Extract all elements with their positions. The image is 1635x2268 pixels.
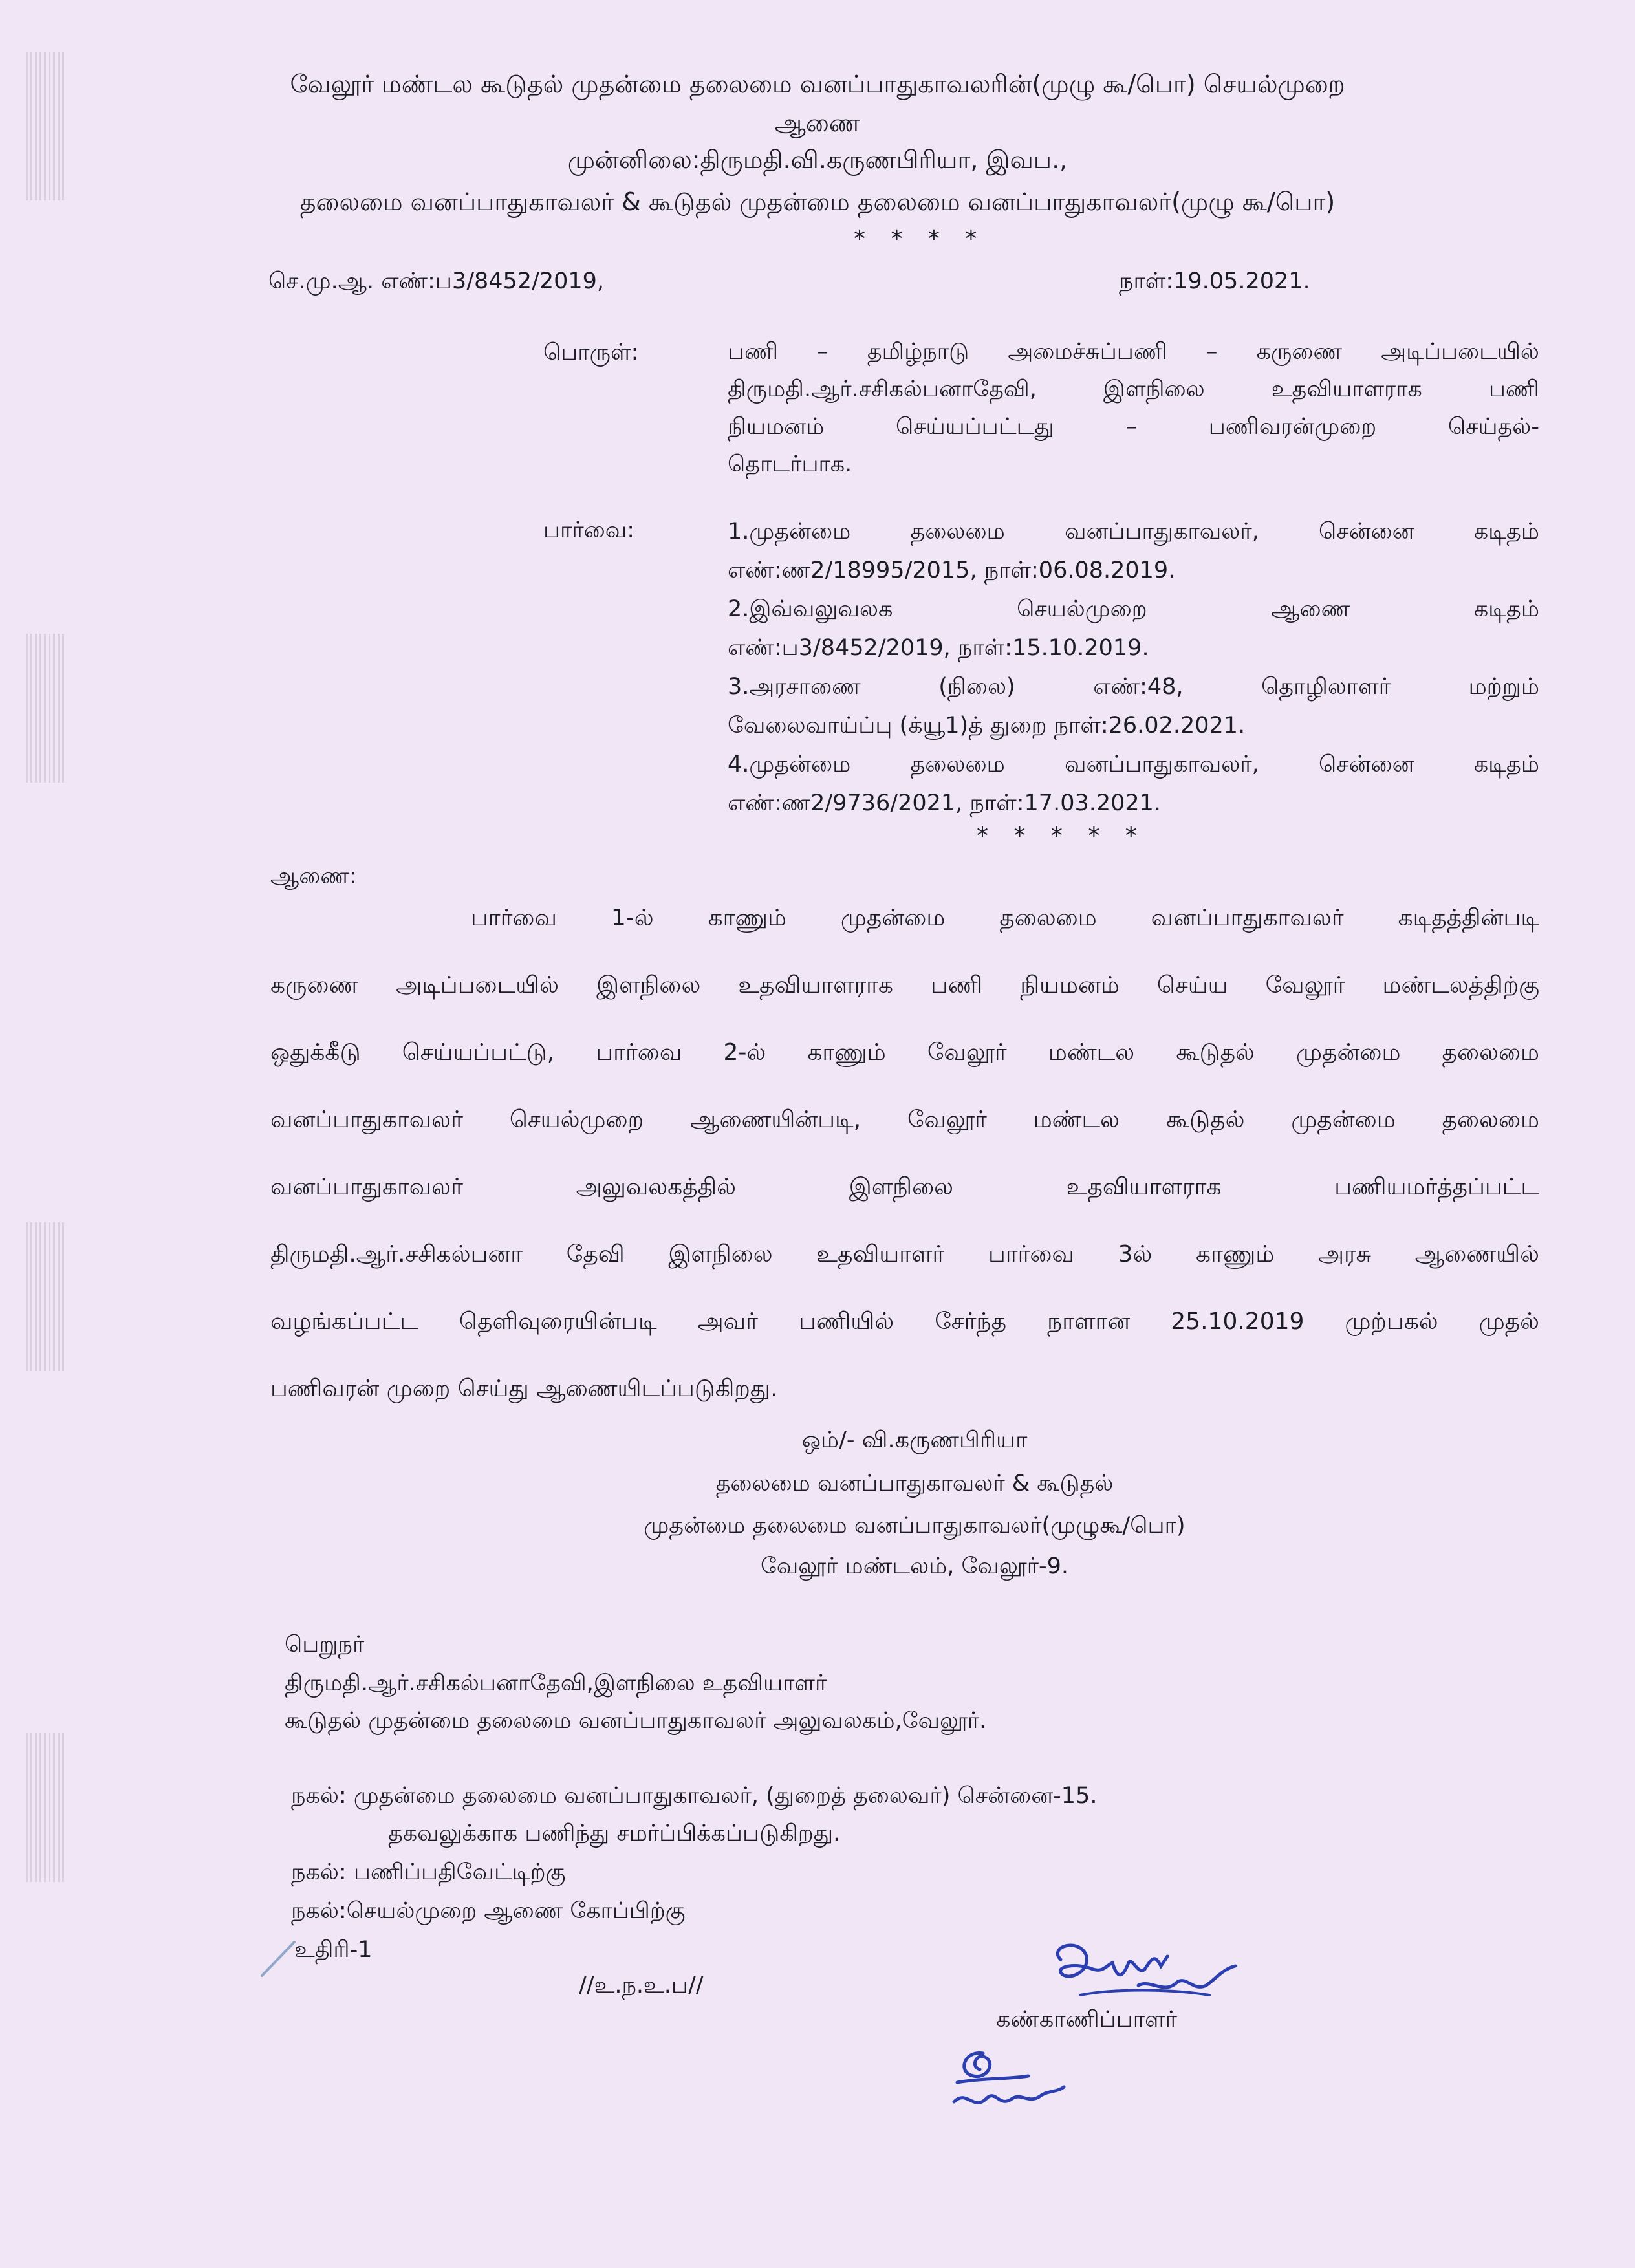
- subject-block: [728, 333, 1539, 483]
- order-line: வழங்கப்பட்ட தெளிவுரையின்படி அவர் பணியில் சேர்ந்த நாளான 25.10.2019 முற்பகல் முதல்: [270, 1308, 1539, 1335]
- order-line: திருமதி.ஆர்.சசிகல்பனா தேவி இளநிலை உதவியாளர் பார்வை 3ல் காணும் அரசு ஆணையில்: [270, 1241, 1539, 1268]
- header-line-1: வேலூர் மண்டல கூடுதல் முதன்மை தலைமை வனப்பாதுகாவலரின்(முழு கூ/பொ) செயல்முறை: [290, 70, 1345, 98]
- references-stars: * * * * *: [977, 823, 1146, 849]
- order-label: ஆணை:: [270, 863, 357, 889]
- reference-line: 2.இவ்வலுவலக செயல்முறை ஆணை கடிதம்: [728, 596, 1539, 622]
- order-line: பார்வை 1-ல் காணும் முதன்மை தலைமை வனப்பாதுகாவலர் கடிதத்தின்படி: [471, 905, 1539, 931]
- header-line-4: தலைமை வனப்பாதுகாவலர் & கூடுதல் முதன்மை தலைமை வனப்பாதுகாவலர்(முழு கூ/பொ): [299, 188, 1336, 216]
- scan-edge-mark: [26, 1733, 65, 1882]
- handwritten-initials: [944, 2040, 1099, 2124]
- order-line: வனப்பாதுகாவலர் செயல்முறை ஆணையின்படி, வேலூர் மண்டல கூடுதல் முதன்மை தலைமை: [270, 1107, 1540, 1133]
- reference-line: எண்:ண2/9736/2021, நாள்:17.03.2021.: [728, 790, 1162, 816]
- signature-title-2: முதன்மை தலைமை வனப்பாதுகாவலர்(முழுகூ/பொ): [644, 1513, 1186, 1539]
- reference-line: 1.முதன்மை தலைமை வனப்பாதுகாவலர், சென்னை கடிதம்: [728, 519, 1539, 545]
- copy-line: நகல்: பணிப்பதிவேட்டிற்கு: [291, 1859, 566, 1885]
- handwritten-signature: [1041, 1934, 1255, 2011]
- order-body: [270, 885, 1539, 1423]
- order-line: பணிவரன் முறை செய்து ஆணையிடப்படுகிறது.: [270, 1376, 778, 1402]
- reference-line: எண்:ப3/8452/2019, நாள்:15.10.2019.: [728, 635, 1149, 661]
- reference-number: செ.மு.ஆ. எண்:ப3/8452/2019,: [268, 268, 605, 294]
- copy-line: நகல்:செயல்முறை ஆணை கோப்பிற்கு: [291, 1898, 686, 1924]
- signature-title-1: தலைமை வனப்பாதுகாவலர் & கூடுதல்: [715, 1471, 1114, 1496]
- copy-line-cont: தகவலுக்காக பணிந்து சமர்ப்பிக்கப்படுகிறது.: [388, 1820, 841, 1846]
- recipient-label: பெறுநர்: [285, 1632, 365, 1658]
- signature-office: வேலூர் மண்டலம், வேலூர்-9.: [760, 1553, 1069, 1579]
- subject-line: நியமனம் செய்யப்பட்டது – பணிவரன்முறை செய்தல்-: [728, 414, 1539, 440]
- reference-line: 3.அரசாணை (நிலை) எண்:48, தொழிலாளர் மற்றும்: [728, 674, 1539, 700]
- references-label: பார்வை:: [543, 517, 635, 543]
- signature-name: ஒம்/- வி.கருணபிரியா: [801, 1427, 1028, 1453]
- spare-copy: உதிரி-1: [294, 1937, 373, 1963]
- references-block: [728, 512, 1539, 823]
- recipient-line: கூடுதல் முதன்மை தலைமை வனப்பாதுகாவலர் அலுவலகம்,வேலூர்.: [285, 1708, 987, 1734]
- recipient-line: திருமதி.ஆர்.சசிகல்பனாதேவி,இளநிலை உதவியாளர்: [285, 1670, 827, 1696]
- office-code: //உ.ந.உ.ப//: [579, 1972, 704, 1998]
- subject-line: பணி – தமிழ்நாடு அமைச்சுப்பணி – கருணை அடிப்படையில்: [728, 339, 1539, 365]
- scan-edge-mark: [26, 634, 65, 783]
- reference-line: 4.முதன்மை தலைமை வனப்பாதுகாவலர், சென்னை கடிதம்: [728, 751, 1539, 777]
- order-line: வனப்பாதுகாவலர் அலுவலகத்தில் இளநிலை உதவியாளராக பணியமர்த்தப்பட்ட: [270, 1174, 1539, 1200]
- designation: கண்காணிப்பாளர்: [996, 2007, 1177, 2033]
- pen-tick-mark: [255, 1937, 301, 1982]
- reference-date: நாள்:19.05.2021.: [1119, 268, 1310, 294]
- reference-line: வேலைவாய்ப்பு (க்யூ1)த் துறை நாள்:26.02.2021.: [728, 713, 1246, 739]
- scan-edge-mark: [26, 1222, 65, 1371]
- reference-line: எண்:ண2/18995/2015, நாள்:06.08.2019.: [728, 557, 1176, 583]
- subject-line: திருமதி.ஆர்.சசிகல்பனாதேவி, இளநிலை உதவியாளராக பணி: [728, 376, 1539, 402]
- header-line-2: ஆணை: [774, 109, 861, 137]
- header-stars: * * * *: [854, 226, 986, 252]
- order-line: ஒதுக்கீடு செய்யப்பட்டு, பார்வை 2-ல் காணும் வேலூர் மண்டல கூடுதல் முதன்மை தலைமை: [270, 1039, 1539, 1066]
- subject-line: தொடர்பாக.: [728, 451, 852, 477]
- header-line-3: முன்னிலை:திருமதி.வி.கருணபிரியா, இவப.,: [567, 146, 1068, 174]
- copy-line: நகல்: முதன்மை தலைமை வனப்பாதுகாவலர், (துறைத் தலைவர்) சென்னை-15.: [291, 1783, 1098, 1809]
- order-line: கருணை அடிப்படையில் இளநிலை உதவியாளராக பணி நியமனம் செய்ய வேலூர் மண்டலத்திற்கு: [270, 972, 1539, 999]
- subject-label: பொருள்:: [543, 340, 639, 365]
